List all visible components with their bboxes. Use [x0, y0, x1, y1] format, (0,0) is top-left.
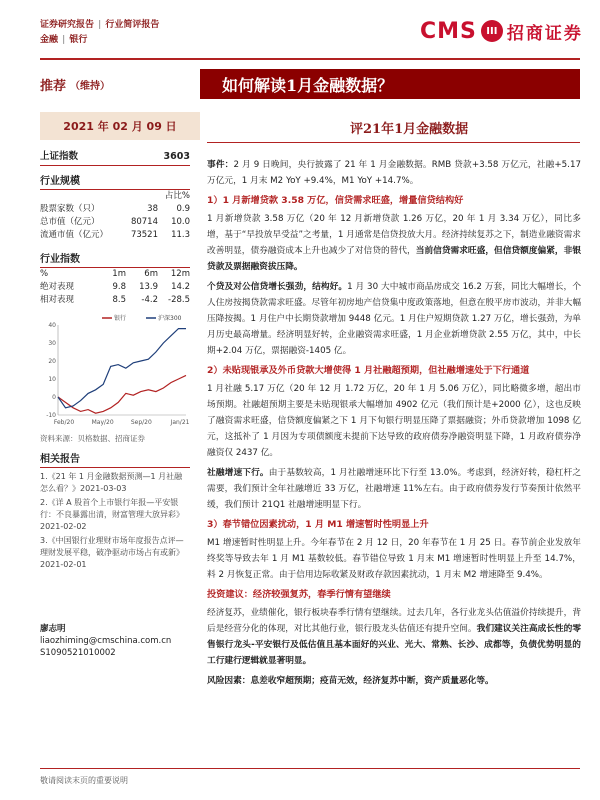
index-label: 上证指数 [40, 151, 79, 162]
section-heading-1: 1）1 月新增贷款 3.58 万亿，信贷需求旺盛，增量信贷结构好 [207, 195, 464, 206]
scale-row-share: 10.0 [171, 217, 190, 227]
series-line-0 [58, 375, 186, 413]
paragraph-1-emphasis: 当前信贷需求旺盛，但信贷额度偏紧，非银贷款及票据融资拔压降。 [207, 246, 582, 272]
section-heading-3: 3）春节错位因素扰动，1 月 M1 增速暂时性明显上升 [207, 519, 429, 530]
y-tick-label: 40 [48, 322, 56, 329]
scale-unit: 占比% [164, 191, 190, 201]
paragraph-2-text: 1 月 30 大中城市商品房成交 16.2 万套，同比大幅增长，个人住房按揭贷款需求旺盛。尽管年初房地产信贷集中度政策落地，但意在殷平房市波动，并非大幅压降按揭。1 月住户中长期贷款增加 9448 亿元。1 月住户短期贷款 1.27 万亿，增长强劲，为单月历史最高增量。经济明显好转，企业融资需求旺盛，1 月企业新增贷款 2.55 万亿，其中，中长期+2.04 万亿，票据融资-1405 亿。 [207, 282, 582, 356]
index-value: 3603 [163, 151, 190, 162]
scale-row-share: 0.9 [176, 204, 190, 214]
section-heading-4: 投资建议：经济较强复苏，春季行情有望继续 [207, 589, 391, 600]
legend-label: 银行 [114, 315, 127, 322]
list-item[interactable]: 2.《详 A 股首个上市银行年报—平安银行：不良暴露出清，财富管理大放异彩》2021-02-02 [40, 498, 184, 531]
perf-cell: -4.2 [141, 295, 158, 305]
scale-row-value: 73521 [130, 230, 158, 240]
paragraph-2 [207, 279, 581, 359]
perf-cell: -28.5 [168, 295, 190, 305]
perf-header-row [40, 268, 190, 281]
category-bank: 银行 [69, 35, 88, 45]
perf-table [40, 268, 190, 307]
series-line-1 [58, 329, 186, 408]
company-logo [420, 16, 583, 46]
scale-row-name: 流通市值（亿元） [40, 230, 109, 240]
header-divider [40, 58, 580, 60]
index-row [40, 150, 190, 166]
report-category: 证券研究报告 | 行业简评报告 金融 | 银行 [40, 20, 160, 45]
table-row [40, 216, 190, 229]
y-tick-label: 20 [48, 358, 56, 365]
scale-row-value: 80714 [130, 217, 158, 227]
rating-box [40, 69, 200, 99]
paragraph-1-text: 1 月新增贷款 3.58 万亿（20 年 12 月新增贷款 1.26 万亿，20 年 1 月 3.34 万亿），同比多增，基于“早投放早受益”之考量，1 月通常是信贷投放大月。经济持续复苏之下，制造业融资需求改善明显，债券融资成本上升也减少了对信贷的替代， [207, 214, 581, 256]
paragraph-3: 1 月社融 5.17 万亿（20 年 12 月 1.72 万亿，20 年 1 月 5.06 万亿），同比略微多增，超出市场预期。社融超预期主要是未贴现银承大幅增加 4902 亿元（我们预计是+2000 亿），这也反映了融资需求旺盛，信贷额度偏紧之下 1 月下旬银行明显压降了票据融资；外币贷款增加 1098 亿元，这抵补了 1 月因为专项债额度未提前下达导致的政府债券净融资明显下降，1 月政府债券净融资仅 2437 亿。 [207, 384, 581, 458]
y-tick-label: 30 [48, 340, 56, 347]
logo-cms-text: CMS [420, 18, 477, 44]
x-tick-label: Sep/20 [130, 419, 152, 426]
perf-cell: 13.9 [139, 282, 158, 292]
scale-row-name: 总市值（亿元） [40, 217, 100, 227]
paragraph-5: M1 增速暂时性明显上升。今年春节在 2 月 12 日，20 年春节在 1 月 25 日。春节前企业发放年终奖等导致去年 1 月 M1 基数较低。春节错位导致 1 月末 M1 增速暂时性明显上升至 14.7%，料 2 月恢复正常。由于信用边际收紧及财政存款因素扰动，1 月末 M2 增速降至 9.4%。 [207, 538, 581, 580]
rating-note: （维持） [70, 80, 111, 92]
scale-title: 行业规模 [40, 172, 190, 190]
table-row [40, 294, 190, 307]
subtitle-divider [207, 142, 580, 143]
risk-text: 息差收窄超预期；疫苗无效，经济复苏中断，资产质量恶化等。 [250, 676, 494, 686]
risk-label: 风险因素： [207, 676, 251, 686]
table-row [40, 281, 190, 294]
section-heading-2: 2）未贴现银承及外币贷款大增使得 1 月社融超预期，但社融增速处于下行通道 [207, 365, 530, 376]
report-title: 如何解读1月金融数据？ [222, 75, 394, 95]
paragraph-6-text: 经济复苏，业绩催化，银行板块春季行情有望继续。过去几年，各行业龙头估值溢价持续提升，背后是经营分化的体现，对比其他行业，银行股龙头估值还有提升空间。 [207, 608, 581, 634]
paragraph-4-text: 由于基数较高，1 月社融增速环比下行至 13.0%。考虑到，经济好转，稳杠杆之需要，我们预计全年社融增近 33 万亿，社融增速 11%左右。由于政府债券发行节奏预计依然平缓，我们预计 21Q1 社融增速明显下行。 [207, 468, 582, 510]
logo-cn-text: 招商证券 [506, 23, 583, 44]
rating-label: 推荐 [40, 78, 67, 94]
scale-row-value: 38 [147, 204, 158, 214]
event-paragraph [207, 157, 581, 189]
main-content [207, 157, 581, 689]
perf-header: 12m [170, 269, 190, 279]
paragraph-1 [207, 211, 581, 275]
paragraph-2-lead: 个贷及对公信贷增长强劲，结构好。 [207, 282, 348, 292]
perf-header: 6m [144, 269, 158, 279]
x-tick-label: May/20 [91, 419, 114, 426]
y-tick-label: 10 [48, 376, 56, 383]
category-industry-review: 行业简评报告 [105, 20, 160, 30]
y-tick-label: 0 [52, 394, 56, 401]
performance-chart [40, 311, 190, 431]
table-row [40, 229, 190, 242]
perf-title: 行业指数 [40, 250, 190, 268]
footer-note: 敬请阅读末页的重要说明 [40, 776, 128, 785]
perf-cell: 8.5 [112, 295, 126, 305]
scale-table [40, 203, 190, 242]
risk-paragraph [207, 673, 581, 689]
sidebar [40, 150, 190, 659]
analyst-info [40, 623, 190, 659]
related-title: 相关报告 [40, 450, 190, 468]
logo-badge: III [481, 20, 503, 42]
event-text: 2 月 9 日晚间，央行披露了 21 年 1 月金融数据。RMB 贷款+3.58 万亿元，社融+5.17 万亿元，1 月末 M2 YoY +9.4%，M1 YoY +14.7%。 [207, 160, 581, 186]
perf-row-name: 相对表现 [40, 295, 75, 305]
x-tick-label: Jan/21 [170, 419, 190, 426]
footer-divider [40, 768, 580, 769]
perf-cell: 9.8 [112, 282, 126, 292]
scale-unit-row [40, 190, 190, 203]
perf-header: % [40, 269, 49, 279]
scale-row-share: 11.3 [171, 230, 190, 240]
paragraph-6 [207, 605, 581, 669]
perf-row-name: 绝对表现 [40, 282, 75, 292]
perf-header: 1m [112, 269, 126, 279]
paragraph-4-lead: 社融增速下行。 [207, 468, 269, 478]
paragraph-4 [207, 465, 581, 513]
related-list [40, 471, 190, 571]
legend-label: 沪深300 [158, 315, 182, 322]
scale-row-name: 股票家数（只） [40, 204, 100, 214]
perf-cell: 14.2 [171, 282, 190, 292]
y-tick-label: -10 [46, 412, 56, 419]
list-item[interactable]: 1.《21 年 1 月金融数据预测—1 月社融怎么看？》2021-03-03 [40, 472, 183, 493]
event-label: 事件： [207, 160, 234, 170]
x-tick-label: Feb/20 [53, 419, 75, 426]
chart-source: 资料来源：贝格数据、招商证券 [40, 434, 145, 443]
report-subtitle: 评21年1月金融数据 [350, 122, 469, 137]
paragraph-6-emphasis: 我们建议关注高成长性的零售银行龙头-平安银行及低估值且基本面好的兴业、光大、常熟、长沙、成都等，负债优势明显的工行建行逻辑就显著明显。 [207, 624, 582, 666]
list-item[interactable]: 3.《中国银行业理财市场年度报告点评—理财发展平稳，破净驱动市场占有或新》2021-02-01 [40, 536, 184, 569]
category-research-report: 证券研究报告 [40, 20, 95, 30]
table-row [40, 203, 190, 216]
analyst-email[interactable]: liaozhiming@cmschina.com.cn [40, 636, 172, 646]
analyst-name: 廖志明 [40, 624, 66, 634]
category-finance: 金融 [40, 35, 59, 45]
report-date: 2021 年 02 月 09 日 [40, 112, 200, 140]
analyst-cert: S1090521010002 [40, 648, 116, 658]
